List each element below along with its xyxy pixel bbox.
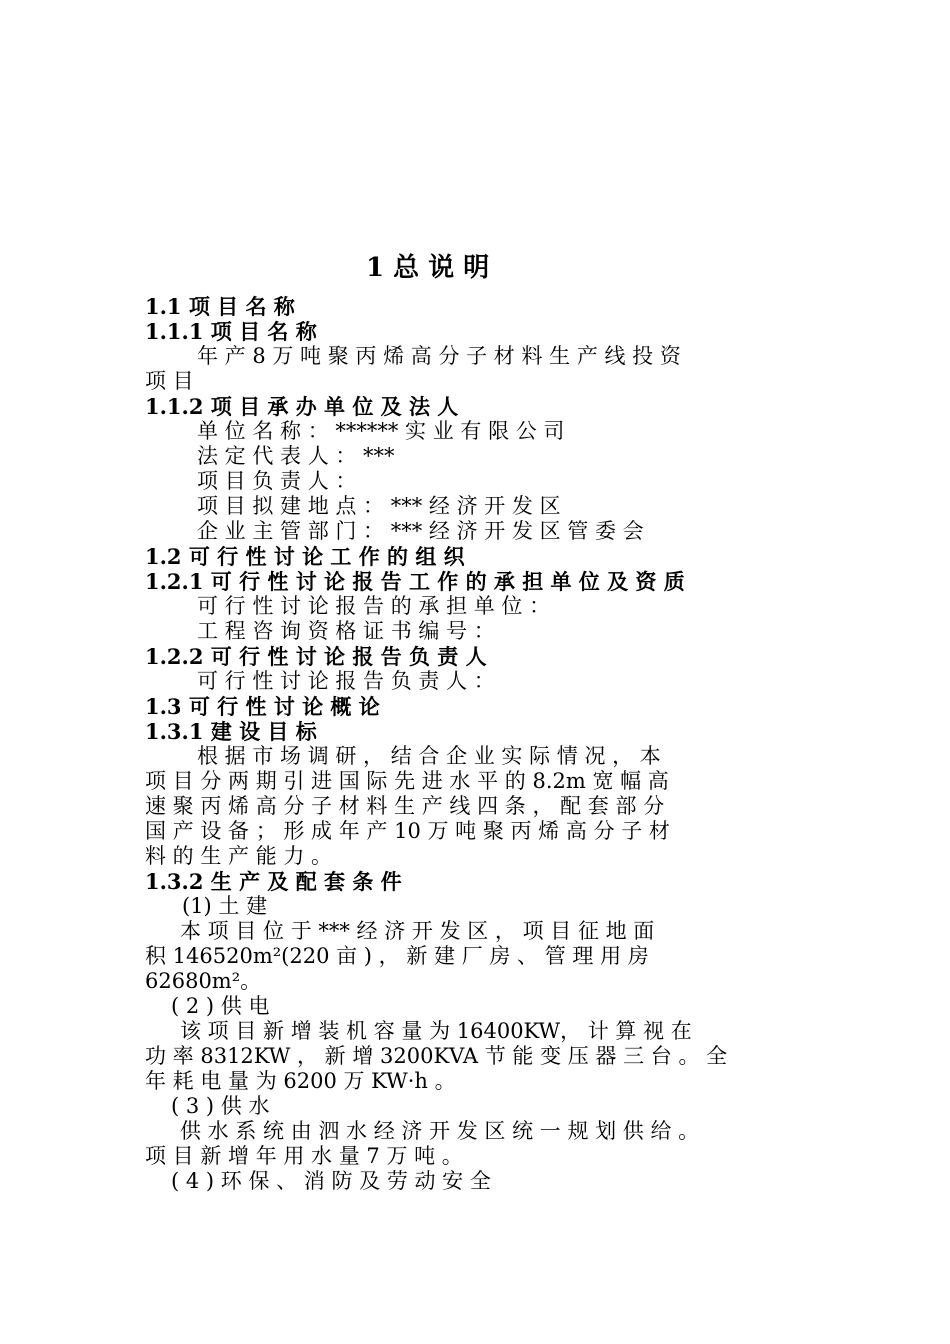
body-line: 62680m²。	[145, 969, 262, 993]
body-line: 料 的 生 产 能 力 。	[145, 844, 333, 868]
body-line: 供 水 系 统 由 泗 水 经 济 开 发 区 统 一 规 划 供 给 。	[180, 1119, 700, 1143]
chapter-title: 1 总 说 明	[366, 253, 490, 283]
body-line: ( 2 ) 供 电	[171, 994, 270, 1018]
body-line: 可 行 性 讨 论 报 告 负 责 人 ：	[197, 669, 495, 693]
body-line: 单 位 名 称 ： ****** 实 业 有 限 公 司	[197, 419, 565, 443]
body-line: 积 146520m²(220 亩 ) ， 新 建 厂 房 、 管 理 用 房	[145, 944, 649, 968]
section-heading: 1.2 可 行 性 讨 论 工 作 的 组 织	[145, 544, 465, 569]
body-line: 功 率 8312KW ， 新 增 3200KVA 节 能 变 压 器 三 台 。 全	[145, 1044, 728, 1068]
body-line: ( 4 ) 环 保 、 消 防 及 劳 动 安 全	[171, 1169, 491, 1193]
section-heading: 1.1 项 目 名 称	[145, 294, 295, 319]
section-heading: 1.3 可 行 性 讨 论 概 论	[145, 694, 380, 719]
body-line: 法 定 代 表 人 ： ***	[197, 444, 395, 468]
body-line: 项 目 分 两 期 引 进 国 际 先 进 水 平 的 8.2m 宽 幅 高	[145, 769, 669, 793]
body-line: 根 据 市 场 调 研 ， 结 合 企 业 实 际 情 况 ， 本	[197, 744, 661, 768]
body-line: 可 行 性 讨 论 报 告 的 承 担 单 位 ：	[197, 594, 551, 618]
body-line: 项 目 拟 建 地 点 ： *** 经 济 开 发 区	[197, 494, 561, 518]
subsection-heading: 1.3.1 建 设 目 标	[145, 719, 317, 744]
body-line: 企 业 主 管 部 门 ： *** 经 济 开 发 区 管 委 会	[197, 519, 644, 543]
body-line: 本 项 目 位 于 *** 经 济 开 发 区 ， 项 目 征 地 面	[180, 919, 655, 943]
subsection-heading: 1.1.2 项 目 承 办 单 位 及 法 人	[145, 394, 459, 419]
body-line: 项 目	[145, 369, 194, 393]
body-line: 速 聚 丙 烯 高 分 子 材 料 生 产 线 四 条 ， 配 套 部 分	[145, 794, 665, 818]
body-line: 工 程 咨 询 资 格 证 书 编 号 ：	[197, 619, 495, 643]
body-line: 项 目 新 增 年 用 水 量 7 万 吨 。	[145, 1144, 463, 1168]
body-line: ( 3 ) 供 水	[171, 1094, 270, 1118]
subsection-heading: 1.1.1 项 目 名 称	[145, 319, 317, 344]
body-line: 该 项 目 新 增 装 机 容 量 为 16400KW， 计 算 视 在	[180, 1019, 692, 1043]
body-line: 项 目 负 责 人 ：	[197, 469, 357, 493]
subsection-heading: 1.2.1 可 行 性 讨 论 报 告 工 作 的 承 担 单 位 及 资 质	[145, 569, 685, 594]
subsection-heading: 1.2.2 可 行 性 讨 论 报 告 负 责 人	[145, 644, 487, 669]
body-line: 年 产 8 万 吨 聚 丙 烯 高 分 子 材 料 生 产 线 投 资	[197, 344, 681, 368]
subsection-heading: 1.3.2 生 产 及 配 套 条 件	[145, 869, 402, 894]
body-line: (1) 土 建	[182, 894, 268, 918]
body-line: 国 产 设 备 ； 形 成 年 产 10 万 吨 聚 丙 烯 高 分 子 材	[145, 819, 670, 843]
body-line: 年 耗 电 量 为 6200 万 KW·h 。	[145, 1069, 456, 1093]
